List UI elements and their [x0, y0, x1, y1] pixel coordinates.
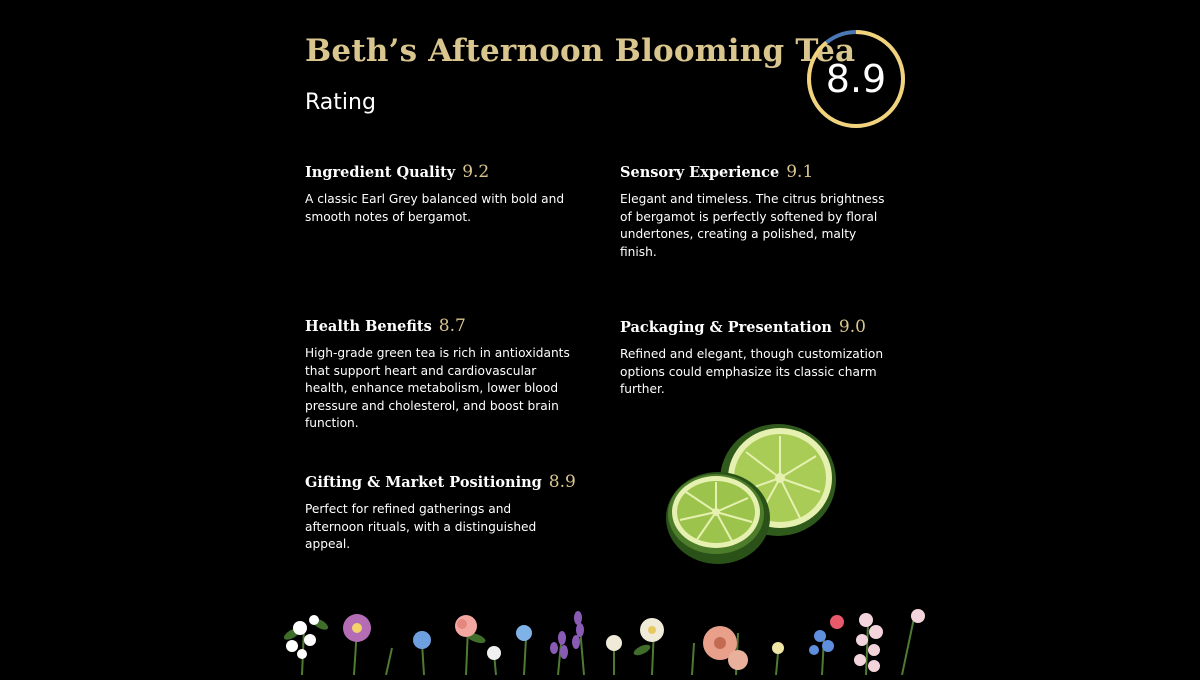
- category-score: 9.2: [462, 162, 490, 182]
- category-name: Ingredient Quality: [305, 164, 456, 181]
- overall-score-badge: [804, 27, 908, 131]
- page-title: Beth’s Afternoon Blooming Tea: [305, 33, 856, 69]
- category-score: 9.1: [786, 162, 814, 182]
- lime-illustration: [660, 420, 840, 570]
- category-name: Health Benefits: [305, 318, 432, 335]
- page-subtitle: Rating: [305, 90, 376, 115]
- category-packaging-presentation: [620, 317, 920, 399]
- category-sensory-experience: [620, 162, 920, 261]
- category-description: Perfect for refined gatherings and afternoon rituals, with a distinguished appeal.: [305, 502, 537, 551]
- category-description: A classic Earl Grey balanced with bold and smooth notes of bergamot.: [305, 192, 565, 224]
- category-name: Packaging & Presentation: [620, 319, 832, 336]
- category-description: Refined and elegant, though customization options could emphasize its classic charm further.: [620, 347, 884, 396]
- category-score: 9.0: [838, 317, 866, 337]
- category-ingredient-quality: [305, 162, 605, 226]
- category-health-benefits: [305, 316, 605, 433]
- category-name: Sensory Experience: [620, 164, 780, 181]
- category-score: 8.7: [438, 316, 466, 336]
- category-score: 8.9: [548, 472, 576, 492]
- category-description: High-grade green tea is rich in antioxidants that support heart and cardiovascular health, enhance metabolism, lower blood pressure and cholesterol, and boost brain function.: [305, 346, 570, 430]
- flower-border-illustration: [262, 598, 938, 675]
- category-name: Gifting & Market Positioning: [305, 474, 542, 491]
- category-gifting-market-positioning: [305, 472, 605, 554]
- category-description: Elegant and timeless. The citrus brightness of bergamot is perfectly softened by floral undertones, creating a polished, malty finish.: [620, 192, 885, 259]
- overall-score-value: 8.9: [825, 57, 887, 101]
- lime-half-front: [666, 472, 770, 564]
